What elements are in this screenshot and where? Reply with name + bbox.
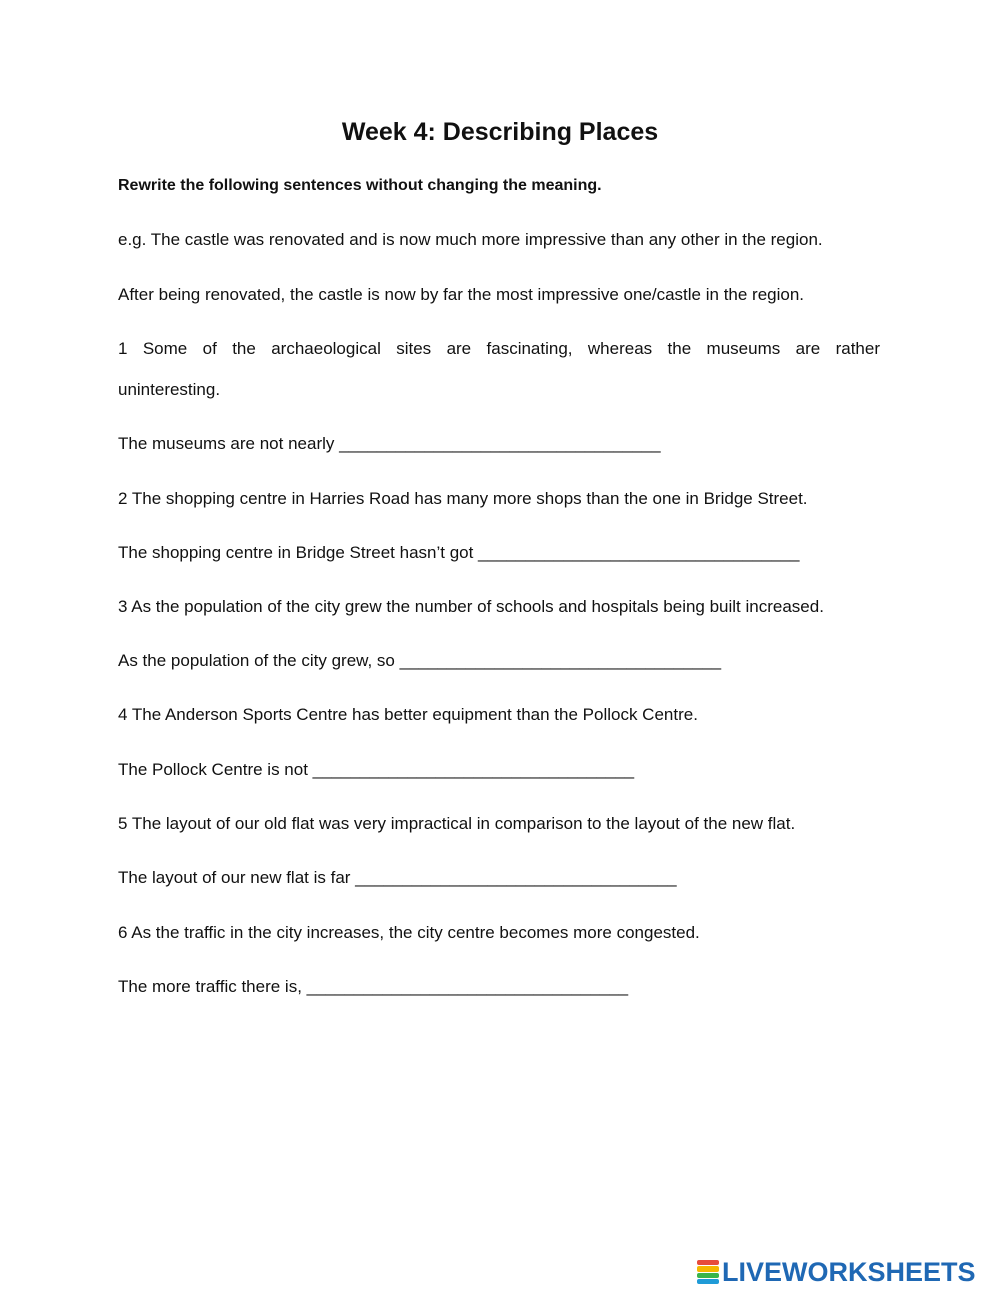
item-4-sentence: 4 The Anderson Sports Centre has better equipment than the Pollock Centre. <box>118 705 698 724</box>
item-1-answer-prompt[interactable]: The museums are not nearly __________________________________ <box>118 434 661 453</box>
item-1-sentence-line-2: uninteresting. <box>118 380 221 399</box>
item-1-sentence-line-1: 1 Some of the archaeological sites are fascinating, whereas the museums are rather <box>118 339 880 358</box>
item-2-sentence: 2 The shopping centre in Harries Road has many more shops than the one in Bridge Street. <box>118 489 808 508</box>
item-6-sentence: 6 As the traffic in the city increases, the city centre becomes more congested. <box>118 923 700 942</box>
item-4-answer-prompt[interactable]: The Pollock Centre is not __________________________________ <box>118 760 635 779</box>
item-6-answer-prompt[interactable]: The more traffic there is, __________________________________ <box>118 977 629 996</box>
page-title: Week 4: Describing Places <box>341 118 659 146</box>
example-answer: After being renovated, the castle is now by far the most impressive one/castle in the region. <box>118 285 805 304</box>
item-3-answer-prompt[interactable]: As the population of the city grew, so __________________________________ <box>118 651 722 670</box>
item-5-answer-prompt[interactable]: The layout of our new flat is far __________________________________ <box>118 868 677 887</box>
item-3-sentence: 3 As the population of the city grew the number of schools and hospitals being built increased. <box>118 597 824 616</box>
logo-block-blue <box>697 1279 719 1284</box>
logo-blocks-icon <box>697 1260 719 1284</box>
logo-block-yellow <box>697 1266 719 1271</box>
item-5-sentence: 5 The layout of our old flat was very impractical in comparison to the layout of the new flat. <box>118 814 796 833</box>
logo-text: LIVEWORKSHEETS <box>722 1257 976 1287</box>
instruction: Rewrite the following sentences without changing the meaning. <box>118 177 602 194</box>
item-2-answer-prompt[interactable]: The shopping centre in Bridge Street hasn’t got __________________________________ <box>118 543 800 562</box>
logo-block-red <box>697 1260 719 1265</box>
logo-block-green <box>697 1273 719 1278</box>
liveworksheets-logo <box>697 1257 976 1287</box>
example-prompt: e.g. The castle was renovated and is now much more impressive than any other in the region. <box>118 230 823 249</box>
